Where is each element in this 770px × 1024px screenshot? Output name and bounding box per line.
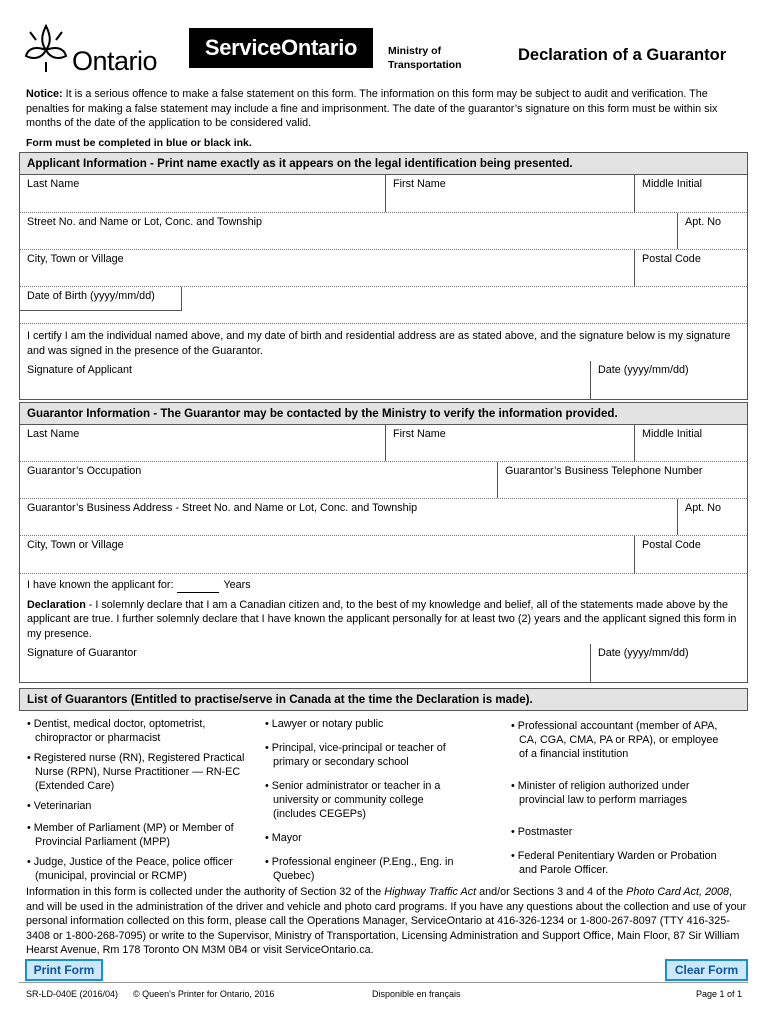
applicant-last-name-field[interactable]: Last Name [20,175,386,212]
guarantor-heading: Guarantor Information - The Guarantor may be contacted by the Ministry to verify the information provided. [20,403,747,425]
guarantor-middle-initial-field[interactable]: Middle Initial [642,428,703,440]
list-item: • Principal, vice-principal or teacher of primary or secondary school [265,742,446,768]
guarantor-first-name-field[interactable]: First Name [386,425,635,461]
footer-divider [19,982,748,983]
guarantor-list-section [19,688,748,881]
guarantor-list-col2 [263,717,463,889]
copyright: © Queen's Printer for Ontario, 2016 [133,989,275,999]
applicant-apt-field[interactable]: Apt. No [685,216,722,228]
list-item: • Dentist, medical doctor, optometrist, chiropractor or pharmacist [27,718,206,744]
list-item: • Minister of religion authorized under provincial law to perform marriages [511,780,690,806]
form-id: SR-LD-040E (2016/04) [26,989,119,999]
list-item: • Lawyer or notary public [265,718,384,730]
guarantor-city-field[interactable]: City, Town or Village [20,536,635,573]
known-years-line: I have known the applicant for: Years [27,579,251,591]
print-form-button[interactable]: Print Form [25,959,103,981]
page-number: Page 1 of 1 [696,989,743,999]
ontario-logo [22,22,172,78]
applicant-dob-label: Date of Birth (yyyy/mm/dd) [20,287,182,311]
guarantor-apt-field[interactable]: Apt. No [685,502,722,514]
guarantor-section [19,402,748,683]
french-availability: Disponible en français [372,989,461,999]
clear-form-button[interactable]: Clear Form [665,959,748,981]
trillium-icon [22,22,72,78]
guarantor-signature-field[interactable]: Signature of Guarantor [20,644,591,682]
applicant-date-field[interactable]: Date (yyyy/mm/dd) [598,364,689,376]
applicant-certify-text: I certify I am the individual named above, and my date of birth and residential address are as stated above, and the signature below is my signature and was signed in the presence of the Guarantor. [27,330,731,357]
list-item: • Member of Parliament (MP) or Member of Provincial Parliament (MPP) [27,822,234,848]
applicant-heading: Applicant Information - Print name exactly as it appears on the legal identification being presented. [20,153,747,175]
applicant-signature-field[interactable]: Signature of Applicant [20,361,591,399]
serviceontario-logo: ServiceOntario [189,28,373,68]
guarantor-last-name-field[interactable]: Last Name [20,425,386,461]
list-item: • Senior administrator or teacher in a university or community college (includes CEGEPs) [265,780,441,820]
guarantor-address-field[interactable]: Guarantor’s Business Address - Street No. and Name or Lot, Conc. and Township [20,499,678,535]
notice-text: It is a serious offence to make a false statement on this form. The information on this form may be subject to audit and verification. The penalties for making a false statement may include a fine and imprisonment. The date of the guarantor’s signature on this form must be within six months of the date of the application to be considered valid. [26,88,718,129]
applicant-section [19,152,748,400]
guarantor-list-col3 [509,719,719,883]
list-item: • Mayor [265,832,302,844]
applicant-street-field[interactable]: Street No. and Name or Lot, Conc. and Township [20,213,678,249]
list-item: • Professional engineer (P.Eng., Eng. in Quebec) [265,856,454,882]
page-title: Declaration of a Guarantor [518,46,727,64]
notice-label: Notice: [26,88,63,100]
guarantor-phone-field[interactable]: Guarantor’s Business Telephone Number [505,465,703,477]
notice-paragraph [26,87,748,131]
guarantor-occupation-field[interactable]: Guarantor’s Occupation [20,462,498,498]
list-item: • Federal Penitentiary Warden or Probation and Parole Officer. [511,850,717,876]
applicant-middle-initial-field[interactable]: Middle Initial [642,178,703,190]
guarantor-list-heading: List of Guarantors (Entitled to practise/serve in Canada at the time the Declaration is made). [19,689,748,711]
declaration-text: Declaration - I solemnly declare that I am a Canadian citizen and, to the best of my knowledge and belief, all of the statements made above by the applicant are true. I further solemnly declare that I have known the applicant personally for at least two (2) years and the applicant signed this form in my presence. [27,598,737,640]
ministry-name: Ministry of Transportation [388,45,462,71]
guarantor-date-field[interactable]: Date (yyyy/mm/dd) [598,647,689,659]
guarantor-postal-field[interactable]: Postal Code [642,539,701,551]
applicant-postal-field[interactable]: Postal Code [642,253,701,265]
years-known-input[interactable] [177,582,219,593]
applicant-city-field[interactable]: City, Town or Village [20,250,635,286]
list-item: • Professional accountant (member of APA, CA, CGA, CMA, PA or RPA), or employee of a financial institution [511,720,719,760]
guarantor-list-col1 [25,717,253,889]
list-item: • Postmaster [511,826,573,838]
applicant-dob-field[interactable] [182,287,747,323]
list-item: • Veterinarian [27,800,92,812]
ontario-wordmark: Ontario [72,46,158,76]
privacy-notice: Information in this form is collected under the authority of Section 32 of the Highway Traffic Act and/or Sections 3 and 4 of the Photo Card Act, 2008, and will be used in the administration of the driver and vehicle and photo card programs. If you have any questions about the collection and use of your personal information collected on this form, please call the Operations Manager, ServiceOntario at 416-326-1234 or 1-800-267-8097 (TTY 416-325-3408 or 1-800-268-7095) or write to the Supervisor, Ministry of Transportation, Licensing Administration and Support Office, Main Floor, 87 Sir William Hearst Avenue, Rm 178 Toronto ON M3M 0B4 or visit ServiceOntario.ca. [26,886,747,956]
ink-note: Form must be completed in blue or black ink. [26,137,252,149]
list-item: • Registered nurse (RN), Registered Practical Nurse (RPN), Nurse Practitioner — RN-EC (Extended Care) [27,752,245,792]
list-item: • Judge, Justice of the Peace, police officer (municipal, provincial or RCMP) [27,856,233,882]
applicant-first-name-field[interactable]: First Name [386,175,635,212]
